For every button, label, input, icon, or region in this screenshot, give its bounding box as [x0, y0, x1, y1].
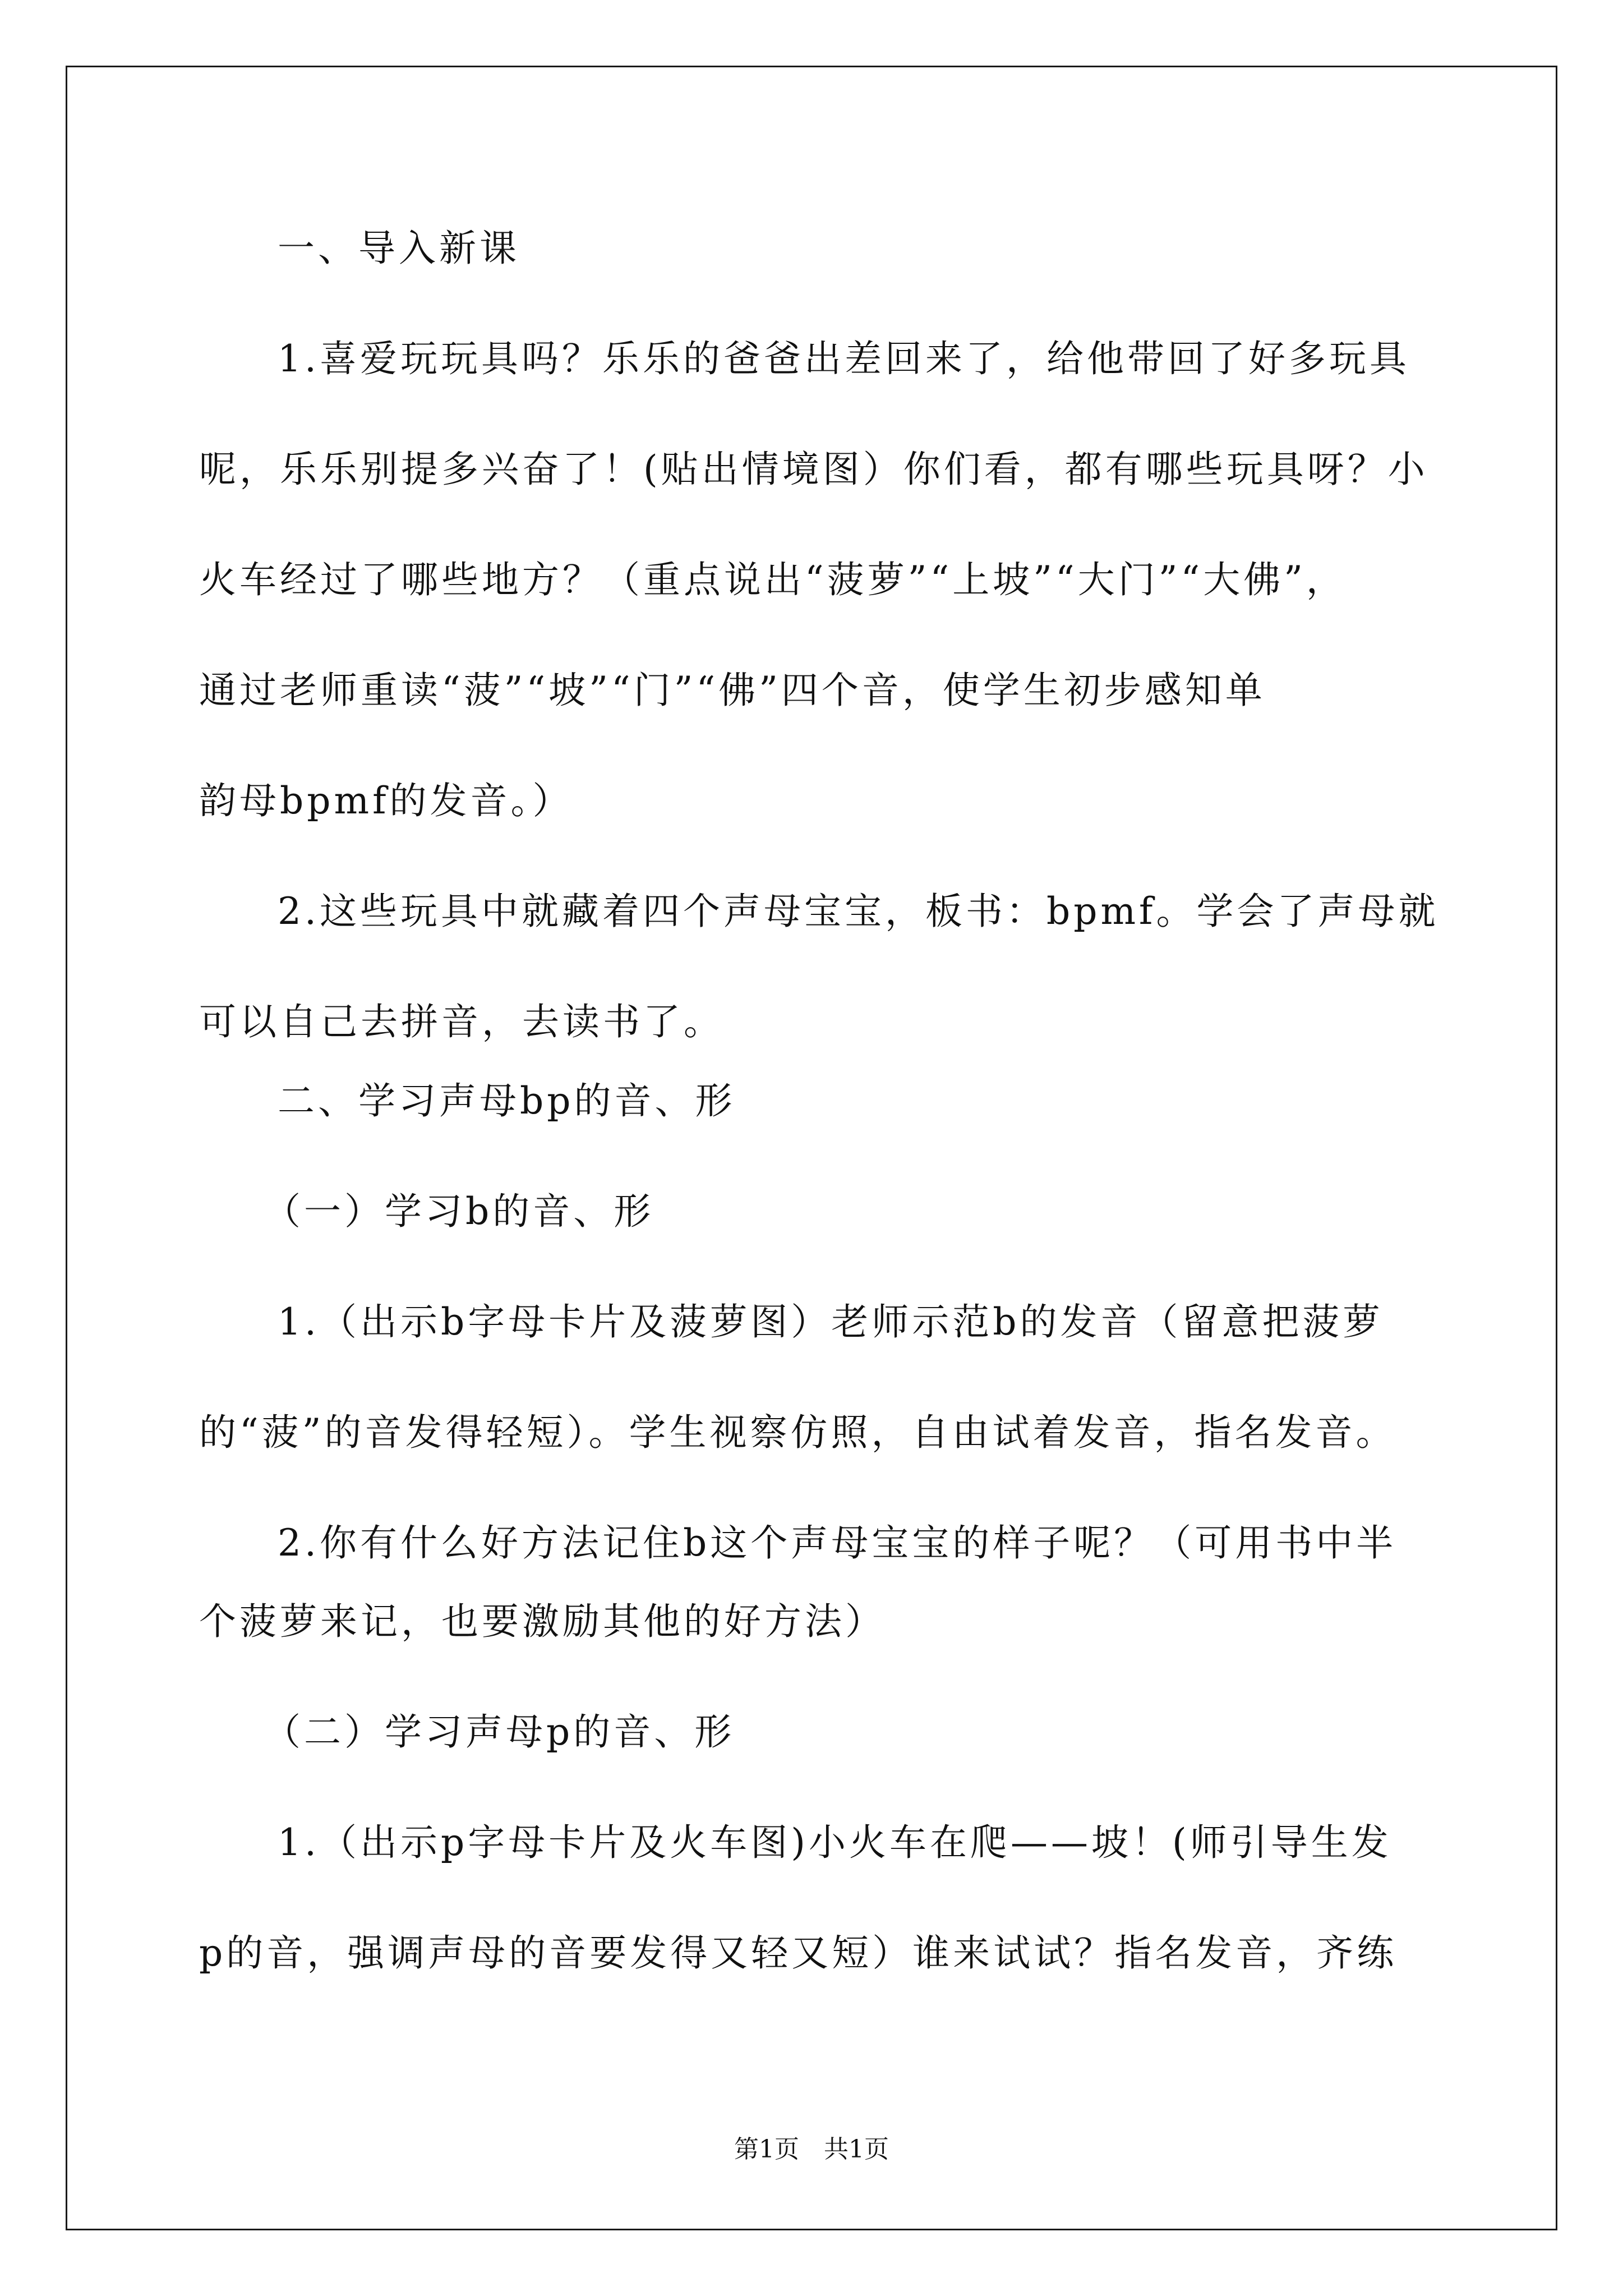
paragraph-line: 可以自己去拼音，去读书了。: [199, 1000, 724, 1043]
paragraph-line: 1.（出示p字母卡片及火车图)小火车在爬——坡！(师引导生发: [278, 1821, 1392, 1864]
heading-section-two: 二、学习声母bp的音、形: [278, 1079, 736, 1122]
subheading-b: （一）学习b的音、形: [264, 1190, 654, 1233]
paragraph-line: p的音，强调声母的音要发得又轻又短）谁来试试？指名发音，齐练: [199, 1931, 1398, 1975]
subheading-p: （二）学习声母p的音、形: [264, 1710, 735, 1754]
paragraph-line: 1.喜爱玩玩具吗？乐乐的爸爸出差回来了，给他带回了好多玩具: [278, 337, 1410, 380]
paragraph-line: 的“菠”的音发得轻短）。学生视察仿照，自由试着发音，指名发音。: [199, 1411, 1396, 1454]
paragraph-line: 呢，乐乐别提多兴奋了！(贴出情境图）你们看，都有哪些玩具呀？小: [199, 448, 1428, 491]
paragraph-line: 通过老师重读“菠”“坡”“门”“佛”四个音，使学生初步感知单: [199, 669, 1266, 712]
paragraph-line: 火车经过了哪些地方？（重点说出“菠萝”“上坡”“大门”“大佛”，: [199, 558, 1347, 601]
paragraph-line: 2.你有什么好方法记住b这个声母宝宝的样子呢？（可用书中半: [278, 1521, 1397, 1565]
paragraph-line: 1.（出示b字母卡片及菠萝图）老师示范b的发音（留意把菠萝: [278, 1300, 1384, 1343]
paragraph-line: 个菠萝来记，也要激励其他的好方法）: [199, 1600, 886, 1643]
heading-intro: 一、导入新课: [278, 227, 520, 270]
page-footer: 第1页 共1页: [734, 2135, 889, 2164]
paragraph-line: 2.这些玩具中就藏着四个声母宝宝，板书：bpmf。学会了声母就: [278, 890, 1439, 933]
page-border: [66, 66, 1557, 2230]
paragraph-line: 韵母bpmf的发音。）: [199, 779, 573, 822]
